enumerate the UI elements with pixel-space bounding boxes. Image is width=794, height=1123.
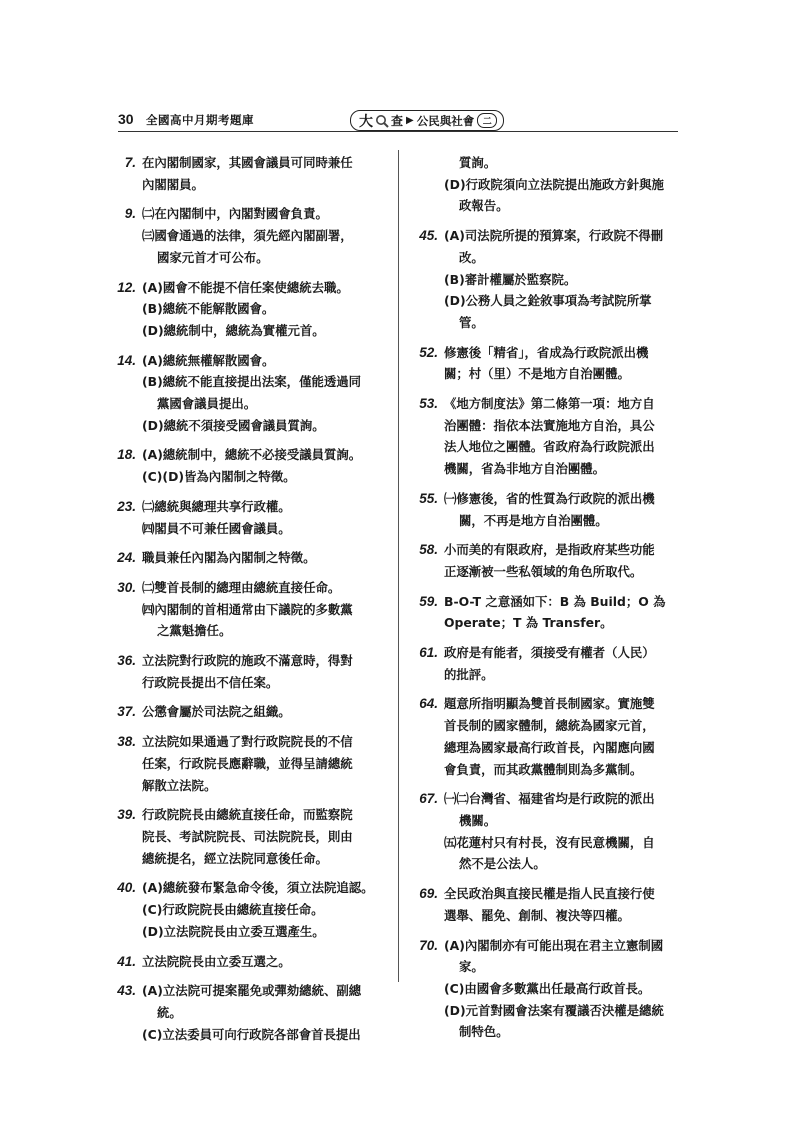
explanation-line: (A)總統制中，總統不必接受議員質詢。 bbox=[142, 447, 362, 463]
right-column bbox=[414, 152, 686, 1051]
explanation-line: 內閣閣員。 bbox=[142, 176, 204, 192]
explanation-line: (B)總統不能直接提出法案，僅能透過同 bbox=[142, 374, 362, 390]
explanation-line: 法人地位之團體。省政府為行政院派出 bbox=[444, 439, 655, 455]
explanation-line: 制特色。 bbox=[459, 1024, 509, 1040]
subject-name: 公民與社會 bbox=[416, 113, 475, 128]
explanation-line: (D)元首對國會法案有覆議否決權是總統 bbox=[444, 1002, 664, 1018]
explanation-line: (A)立法院可提案罷免或彈劾總統、副總 bbox=[142, 983, 362, 999]
explanation-line: 全民政治與直接民權是指人民直接行使 bbox=[444, 886, 655, 902]
explanation-line: 題意所指明顯為雙首長制國家。實施雙 bbox=[444, 696, 655, 712]
explanation-line: 解散立法院。 bbox=[142, 777, 217, 793]
explanation-line: ㈤花蓮村只有村長，沒有民意機關，自 bbox=[444, 834, 655, 850]
explanation-line: 政報告。 bbox=[459, 198, 509, 214]
explanation-line: (C)由國會多數黨出任最高行政首長。 bbox=[444, 980, 651, 996]
explanation-line: 《地方制度法》第二條第一項：地方自 bbox=[444, 396, 655, 412]
explanation-line: (D)公務人員之銓敘事項為考試院所掌 bbox=[444, 293, 652, 309]
explanation-line: 選舉、罷免、創制、複決等四權。 bbox=[444, 907, 630, 923]
answer-item bbox=[112, 804, 387, 869]
question-number: 9. bbox=[124, 206, 136, 222]
volume-badge: 二 bbox=[477, 113, 497, 128]
question-number: 39. bbox=[117, 807, 136, 823]
answer-item bbox=[112, 701, 387, 723]
explanation-line: 總統提名，經立法院同意後任命。 bbox=[142, 850, 328, 866]
answer-item bbox=[414, 935, 686, 1044]
explanation-line: Operate；T 為 Transfer。 bbox=[444, 615, 613, 631]
badge-small-char: 查 bbox=[391, 114, 404, 128]
answer-item bbox=[112, 277, 387, 342]
explanation-line: 改。 bbox=[459, 249, 484, 265]
question-number: 41. bbox=[117, 953, 136, 969]
answer-item bbox=[414, 883, 686, 926]
explanation-line: 家。 bbox=[459, 959, 484, 975]
explanation-line: (A)國會不能提不信任案使總統去職。 bbox=[142, 279, 349, 295]
page-header bbox=[118, 110, 678, 132]
answer-item bbox=[414, 642, 686, 685]
answer-item bbox=[414, 225, 686, 334]
question-number: 55. bbox=[419, 490, 438, 506]
explanation-line: 關，不再是地方自治團體。 bbox=[459, 512, 608, 528]
explanation-line: 黨國會議員提出。 bbox=[157, 396, 257, 412]
explanation-line: 立法院院長由立委互選之。 bbox=[142, 953, 291, 969]
explanation-line: 會負責，而其政黨體制則為多黨制。 bbox=[444, 761, 643, 777]
explanation-line: (B)總統不能解散國會。 bbox=[142, 301, 275, 317]
magnifier-icon bbox=[375, 114, 389, 128]
explanation-line: 管。 bbox=[459, 314, 484, 330]
explanation-line: 機關。 bbox=[459, 812, 497, 828]
answer-item bbox=[414, 591, 686, 634]
explanation-line: 關；村（里）不是地方自治團體。 bbox=[444, 366, 630, 382]
answer-item bbox=[112, 877, 387, 942]
explanation-line: ㈢國會通過的法律，須先經內閣副署， bbox=[142, 228, 353, 244]
question-number: 61. bbox=[419, 645, 438, 661]
answer-item bbox=[112, 731, 387, 796]
question-number: 43. bbox=[117, 983, 136, 999]
question-number: 7. bbox=[124, 155, 136, 170]
explanation-line: (A)內閣制亦有可能出現在君主立憲制國 bbox=[444, 937, 664, 953]
explanation-line: ㈡總統與總理共享行政權。 bbox=[142, 498, 291, 514]
explanation-line: 修憲後「精省」，省成為行政院派出機 bbox=[444, 344, 649, 360]
badge-big-char: 大 bbox=[359, 113, 373, 130]
explanation-line: 首長制的國家體制，總統為國家元首， bbox=[444, 718, 655, 734]
explanation-line: 機關，省為非地方自治團體。 bbox=[444, 461, 606, 477]
explanation-line: (D)總統不須接受國會議員質詢。 bbox=[142, 417, 325, 433]
explanation-line: 任案，行政院長應辭職，並得呈請總統 bbox=[142, 755, 353, 771]
answer-item bbox=[112, 650, 387, 693]
explanation-line: 公懲會屬於司法院之組織。 bbox=[142, 704, 291, 720]
question-number: 67. bbox=[419, 791, 438, 807]
series-badge bbox=[350, 110, 504, 131]
answer-item bbox=[414, 342, 686, 385]
explanation-line: ㈣內閣制的首相通常由下議院的多數黨 bbox=[142, 601, 353, 617]
explanation-line: (A)總統發布緊急命令後，須立法院追認。 bbox=[142, 880, 374, 896]
header-rule bbox=[118, 131, 678, 132]
answer-item bbox=[414, 488, 686, 531]
explanation-line: 行政院院長由總統直接任命，而監察院 bbox=[142, 807, 353, 823]
explanation-line: 行政院長提出不信任案。 bbox=[142, 674, 279, 690]
column-divider bbox=[398, 150, 399, 982]
answer-item bbox=[112, 951, 387, 973]
explanation-line: 政府是有能者，須接受有權者（人民） bbox=[444, 645, 655, 661]
explanation-line: ㈡雙首長制的總理由總統直接任命。 bbox=[142, 579, 341, 595]
explanation-line: 總理為國家最高行政首長，內閣應向國 bbox=[444, 739, 655, 755]
answer-item bbox=[112, 444, 387, 487]
left-column bbox=[112, 152, 387, 1053]
arrow-right-icon: ▶ bbox=[406, 115, 414, 126]
explanation-line: 在內閣制國家，其國會議員可同時兼任 bbox=[142, 155, 353, 170]
explanation-line: (D)行政院須向立法院提出施政方針與施 bbox=[444, 176, 664, 192]
answer-item bbox=[112, 577, 387, 642]
explanation-line: 的批評。 bbox=[444, 666, 494, 682]
explanation-line: ㈣閣員不可兼任國會議員。 bbox=[142, 520, 291, 536]
question-number: 14. bbox=[117, 352, 136, 368]
question-number: 24. bbox=[117, 550, 136, 566]
question-number: 64. bbox=[419, 696, 438, 712]
question-number: 12. bbox=[117, 279, 136, 295]
question-number: 38. bbox=[117, 734, 136, 750]
explanation-line: (B)審計權屬於監察院。 bbox=[444, 271, 577, 287]
explanation-line: 之黨魁擔任。 bbox=[157, 623, 232, 639]
question-number: 58. bbox=[419, 542, 438, 558]
question-number: 30. bbox=[117, 579, 136, 595]
explanation-line: 職員兼任內閣為內閣制之特徵。 bbox=[142, 550, 316, 566]
answer-item bbox=[112, 496, 387, 539]
explanation-line: 正逐漸被一些私領域的角色所取代。 bbox=[444, 563, 643, 579]
explanation-line: ㈡在內閣制中，內閣對國會負責。 bbox=[142, 206, 328, 222]
explanation-line: 然不是公法人。 bbox=[459, 856, 546, 872]
answer-item bbox=[112, 203, 387, 268]
explanation-line: 院長、考試院院長、司法院院長，則由 bbox=[142, 828, 353, 844]
question-number: 53. bbox=[419, 396, 438, 412]
explanation-line: (C)行政院院長由總統直接任命。 bbox=[142, 902, 324, 918]
question-number: 37. bbox=[117, 704, 136, 720]
explanation-line: ㈠㈡台灣省、福建省均是行政院的派出 bbox=[444, 791, 655, 807]
answer-item bbox=[414, 393, 686, 480]
explanation-line: 質詢。 bbox=[459, 155, 497, 170]
explanation-line: ㈠修憲後，省的性質為行政院的派出機 bbox=[444, 490, 655, 506]
explanation-line: B-O-T 之意涵如下：B 為 Build；O 為 bbox=[444, 593, 666, 609]
question-number: 18. bbox=[117, 447, 136, 463]
question-number: 45. bbox=[419, 228, 438, 244]
answer-item bbox=[112, 547, 387, 569]
question-number: 52. bbox=[419, 344, 438, 360]
explanation-line: 國家元首才可公布。 bbox=[157, 249, 269, 265]
explanation-line: 立法院如果通過了對行政院院長的不信 bbox=[142, 734, 353, 750]
question-number: 40. bbox=[117, 880, 136, 896]
question-number: 59. bbox=[419, 593, 438, 609]
answer-item bbox=[414, 788, 686, 875]
answer-item bbox=[414, 152, 686, 217]
explanation-line: (D)總統制中，總統為實權元首。 bbox=[142, 322, 325, 338]
answer-item bbox=[112, 350, 387, 437]
question-number: 69. bbox=[419, 886, 438, 902]
explanation-line: (A)司法院所提的預算案，行政院不得刪 bbox=[444, 228, 664, 244]
answer-item bbox=[112, 152, 387, 195]
book-title: 全國高中月期考題庫 bbox=[146, 113, 254, 127]
answer-item bbox=[414, 693, 686, 780]
answer-item bbox=[112, 980, 387, 1045]
explanation-line: 小而美的有限政府，是指政府某些功能 bbox=[444, 542, 655, 558]
explanation-line: (C)(D)皆為內閣制之特徵。 bbox=[142, 469, 296, 485]
page-number: 30 bbox=[118, 111, 134, 127]
question-number: 70. bbox=[419, 937, 438, 953]
explanation-line: 統。 bbox=[157, 1004, 182, 1020]
question-number: 36. bbox=[117, 653, 136, 669]
explanation-line: 治團體：指依本法實施地方自治，具公 bbox=[444, 417, 655, 433]
explanation-line: (A)總統無權解散國會。 bbox=[142, 352, 275, 368]
explanation-line: (D)立法院院長由立委互選產生。 bbox=[142, 923, 325, 939]
explanation-line: 立法院對行政院的施政不滿意時，得對 bbox=[142, 653, 353, 669]
question-number: 23. bbox=[117, 498, 136, 514]
explanation-line: (C)立法委員可向行政院各部會首長提出 bbox=[142, 1026, 361, 1042]
answer-item bbox=[414, 539, 686, 582]
